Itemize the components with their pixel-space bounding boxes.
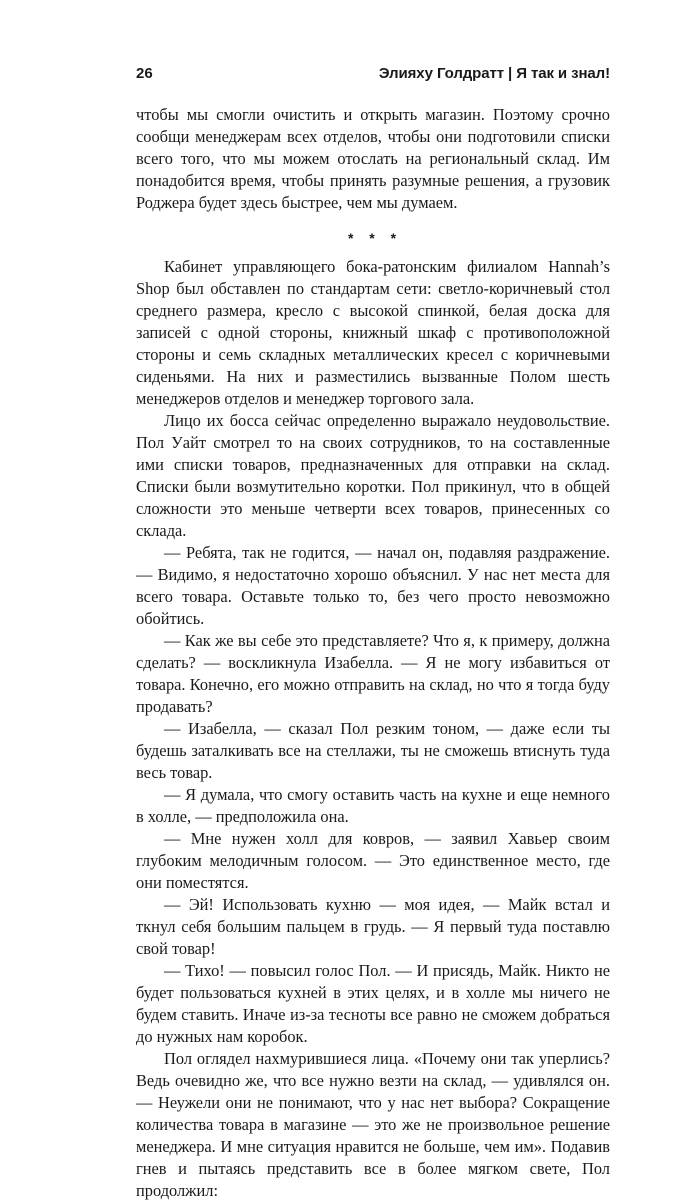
section-separator: * * * bbox=[347, 230, 403, 246]
paragraph: Кабинет управляющего бока-ратонским филиалом Hannah’s Shop был обставлен по стандартам сети: светло-коричневый стол среднего размера, кресло с высокой спинкой, белая доска для записей с одной стороны, книжный шкаф с противоположной стороны и семь складных металлических кресел с коричневыми сиденьями. На них и разместились вызванные Полом шесть менеджеров отделов и менеджер торгового зала. bbox=[136, 257, 610, 408]
book-title-header: Элияху Голдратт | Я так и знал! bbox=[378, 65, 610, 82]
page-body bbox=[136, 104, 610, 1202]
dialogue-paragraph: — Мне нужен холл для ковров, — заявил Хавьер своим глубоким мелодичным голосом. — Это единственное место, где они поместятся. bbox=[136, 829, 610, 892]
paragraph: Лицо их босса сейчас определенно выражало неудовольствие. Пол Уайт смотрел то на своих сотрудников, то на составленные ими списки товаров, предназначенных для отправки на склад. Списки были возмутительно коротки. Пол прикинул, что в общей сложности это меньше четверти всех товаров, принесенных со склада. bbox=[136, 411, 610, 540]
dialogue-paragraph: — Эй! Использовать кухню — моя идея, — Майк встал и ткнул себя большим пальцем в грудь. — Я первый туда поставлю свой товар! bbox=[136, 895, 610, 958]
paragraph: чтобы мы смогли очистить и открыть магазин. Поэтому срочно сообщи менеджерам всех отделов, чтобы они подготовили списки всего того, что мы можем отослать на региональный склад. Им понадобится время, чтобы принять разумные решения, а грузовик Роджера будет здесь быстрее, чем мы думаем. bbox=[136, 105, 610, 212]
dialogue-paragraph: — Ребята, так не годится, — начал он, подавляя раздражение. — Видимо, я недостаточно хорошо объяснил. У нас нет места для всего товара. Оставьте только то, без чего просто невозможно обойтись. bbox=[136, 543, 610, 628]
dialogue-paragraph: — Я думала, что смогу оставить часть на кухне и еще немного в холле, — предположила она. bbox=[136, 785, 610, 826]
paragraph: Пол оглядел нахмурившиеся лица. «Почему они так уперлись? Ведь очевидно же, что все нужно везти на склад, — удивлялся он. — Неужели они не понимают, что у нас нет выбора? Сокращение количества товара в магазине — это же не произвольное решение менеджера. И мне ситуация нравится не больше, чем им». Подавив гнев и пытаясь представить все в более мягком свете, Пол продолжил: bbox=[136, 1049, 610, 1200]
running-header bbox=[136, 62, 610, 86]
dialogue-paragraph: — Изабелла, — сказал Пол резким тоном, — даже если ты будешь заталкивать все на стеллажи, ты не сможешь втиснуть туда весь товар. bbox=[136, 719, 610, 782]
dialogue-paragraph: — Тихо! — повысил голос Пол. — И присядь, Майк. Никто не будет пользоваться кухней в этих целях, и в холле мы ничего не будем ставить. Иначе из-за тесноты все равно не сможем добраться до нужных нам коробок. bbox=[136, 961, 610, 1046]
dialogue-paragraph: — Как же вы себе это представляете? Что я, к примеру, должна сделать? — воскликнула Изабелла. — Я не могу избавиться от товара. Конечно, его можно отправить на склад, но что я тогда буду продавать? bbox=[136, 631, 610, 716]
page-number: 26 bbox=[136, 65, 153, 82]
